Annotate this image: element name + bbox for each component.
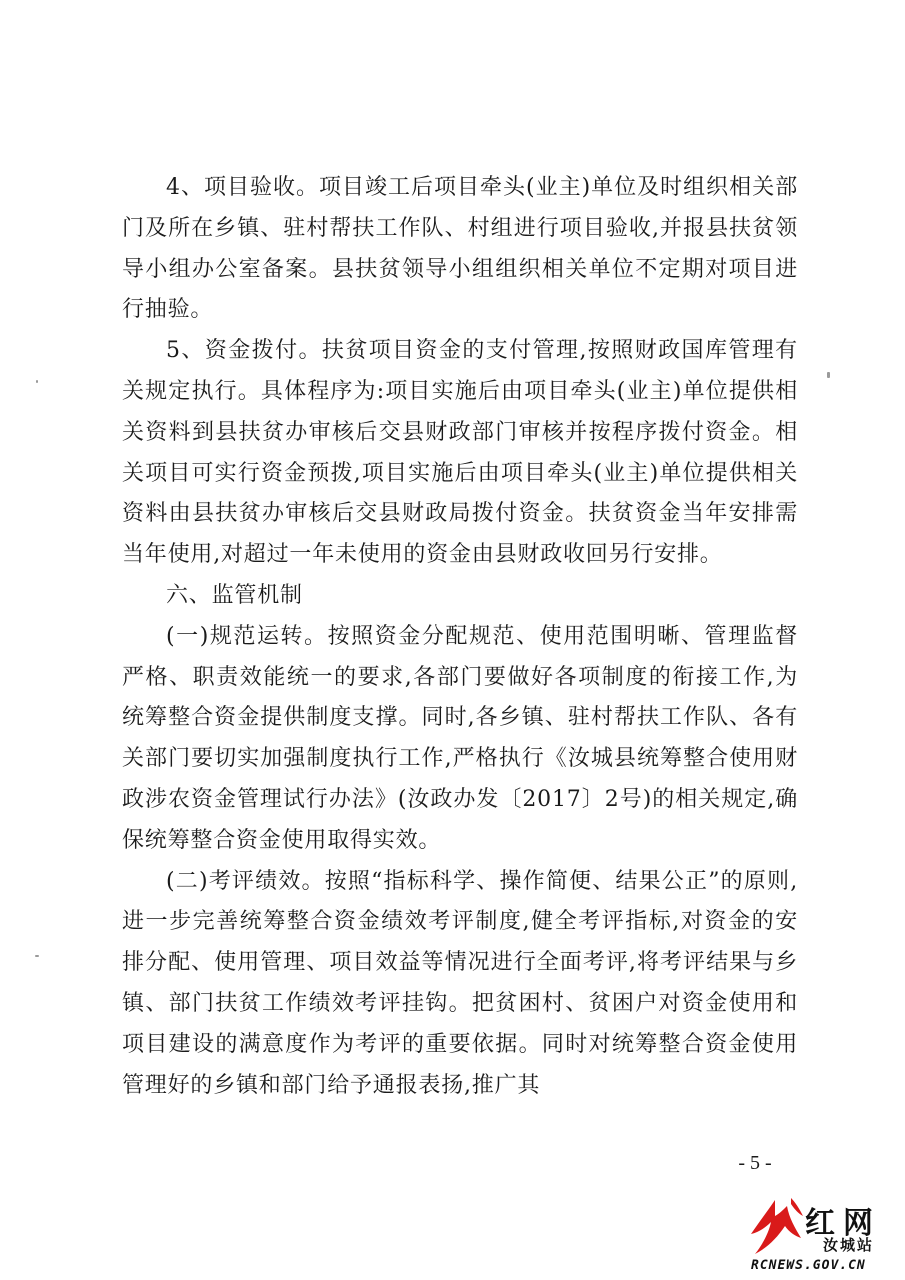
page-number: - 5 - (738, 1152, 772, 1174)
red-brush-stroke-logo-icon (745, 1196, 805, 1260)
site-watermark (745, 1196, 903, 1278)
watermark-url: RCNEWS.GOV.CN (751, 1258, 866, 1273)
paragraph-fund-disbursement: 5、资金拨付。扶贫项目资金的支付管理,按照财政国库管理有关规定执行。具体程序为:项目实施后由项目牵头(业主)单位提供相关资料到县扶贫办审核后交县财政部门审核并按程序拨付资金。相关项目可实行资金预拨,项目实施后由项目牵头(业主)单位提供相关资料由县扶贫办审核后交县财政局拨付资金。扶贫资金当年安排需当年使用,对超过一年未使用的资金由县财政收回另行安排。 (122, 338, 798, 568)
section-heading-supervision: 六、监管机制 (166, 582, 303, 608)
scan-speck (35, 955, 39, 957)
scan-speck (36, 380, 38, 383)
document-body (122, 168, 798, 1106)
watermark-station: 汝城站 (823, 1236, 875, 1254)
paragraph-performance-evaluation: (二)考评绩效。按照“指标科学、操作简便、结果公正”的原则,进一步完善统筹整合资金绩效考评制度,健全考评指标,对资金的安排分配、使用管理、项目效益等情况进行全面考评,将考评结果与乡镇、部门扶贫工作绩效考评挂钩。把贫困村、贫困户对资金使用和项目建设的满意度作为考评的重要依据。同时对统筹整合资金使用管理好的乡镇和部门给予通报表扬,推广其 (122, 868, 798, 1098)
paragraph-standardized-operation: (一)规范运转。按照资金分配规范、使用范围明晰、管理监督严格、职责效能统一的要求,各部门要做好各项制度的衔接工作,为统筹整合资金提供制度支撑。同时,各乡镇、驻村帮扶工作队、各有关部门要切实加强制度执行工作,严格执行《汝城县统筹整合使用财政涉农资金管理试行办法》(汝政办发〔2017〕2号)的相关规定,确保统筹整合资金使用取得实效。 (122, 623, 798, 853)
paragraph-project-acceptance: 4、项目验收。项目竣工后项目牵头(业主)单位及时组织相关部门及所在乡镇、驻村帮扶工作队、村组进行项目验收,并报县扶贫领导小组办公室备案。县扶贫领导小组组织相关单位不定期对项目进行抽验。 (122, 175, 798, 323)
watermark-brand: 红网 (805, 1206, 881, 1241)
scan-speck (827, 372, 830, 378)
